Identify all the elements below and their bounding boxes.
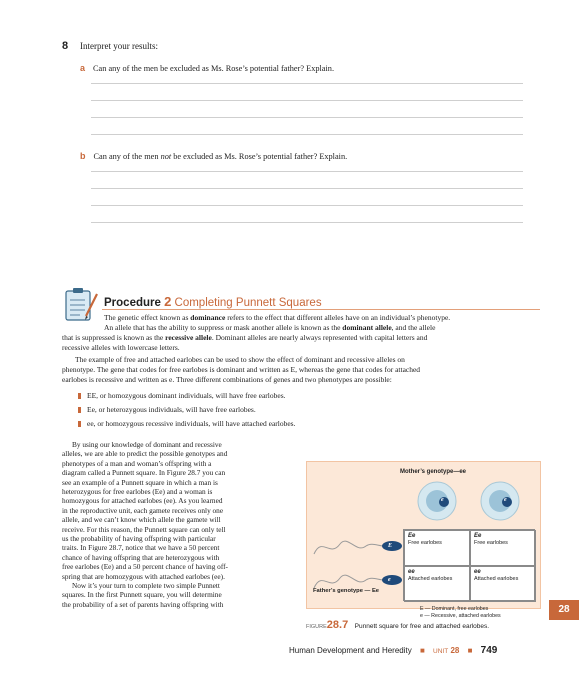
answer-line[interactable] xyxy=(91,83,523,84)
egg-cell-icon xyxy=(479,480,521,527)
procedure-body-line: diagram called a Punnett square. In Figure 28.7 you can xyxy=(62,468,226,478)
procedure-body-line: traits. In Figure 28.7, notice that we have a 50 percent xyxy=(62,543,220,553)
bullet-marker xyxy=(78,393,81,399)
egg-cell-icon xyxy=(416,480,458,527)
egg-allele-label: e xyxy=(441,497,444,503)
egg-allele-label: e xyxy=(504,497,507,503)
footer-unit-number: 28 xyxy=(450,646,460,655)
bullet-marker xyxy=(78,407,81,413)
punnett-cell: Ee Free earlobes xyxy=(470,530,536,566)
unit-side-tab: 28 xyxy=(549,600,579,620)
subquestion-b-text: Can any of the men not be excluded as Ms. Rose’s potential father? Explain. xyxy=(93,152,348,161)
procedure-para2-line: phenotype. The gene that codes for free earlobes is dominant and written as E, whereas the gene that codes for attached xyxy=(62,365,421,374)
subquestion-a-letter: a xyxy=(80,63,86,73)
subquestion-a-text: Can any of the men be excluded as Ms. Rose’s potential father? Explain. xyxy=(93,64,335,73)
question-number: 8 xyxy=(62,40,69,52)
bullet-item: EE, or homozygous dominant individuals, will have free earlobes. xyxy=(78,391,286,400)
procedure-intro-line: recessive alleles with lowercase letters. xyxy=(62,343,180,352)
procedure-para2-line: earlobes is recessive and written as e. Three different combinations of genes and two phenotypes are possible: xyxy=(62,375,392,384)
procedure-body-line: receive. For this reason, the Punnett square can only tell xyxy=(62,524,226,534)
procedure-body-line: squares. In the first Punnett square, you will determine xyxy=(62,590,222,600)
figure-caption-text: Punnett square for free and attached earlobes. xyxy=(354,623,490,630)
procedure-body-line: the probability of a set of parents having offspring with xyxy=(62,599,224,609)
heading-rule xyxy=(102,309,540,310)
procedure-body-line: in the reproductive unit, each gamete receives only one xyxy=(62,505,224,515)
procedure-body-line: chance of having offspring that are heterozygous with xyxy=(62,552,220,562)
mothers-genotype-label: Mother’s genotype—ee xyxy=(400,469,467,475)
procedure-body-line: By using our knowledge of dominant and recessive xyxy=(72,440,222,449)
sperm-allele-label: E xyxy=(388,543,393,549)
procedure-intro-line: that is suppressed is known as the recessive allele. Dominant alleles are nearly always represented with capital letters and xyxy=(62,333,428,342)
punnett-cell: ee Attached earlobes xyxy=(470,566,536,602)
procedure-body-line: Now it’s your turn to complete two simple Punnett xyxy=(72,581,220,590)
answer-line[interactable] xyxy=(91,205,523,206)
legend-recessive: e — Recessive, attached earlobes xyxy=(420,613,501,619)
punnett-cell: Ee Free earlobes xyxy=(404,530,470,566)
procedure-body-line: us the probability of having offspring with particular xyxy=(62,534,216,543)
sperm-allele-label: e xyxy=(388,577,391,583)
clipboard-icon xyxy=(62,286,100,327)
procedure-body-line: spring that are homozygous with attached earlobes (ee). xyxy=(62,571,225,581)
legend-dominant: E — Dominant, free earlobes xyxy=(420,606,489,612)
procedure-intro-line: The genetic effect known as dominance refers to the effect that different alleles have on an individual’s phenotype. xyxy=(104,313,451,322)
procedure-body-line: alleles, we are able to predict the possible genotypes and xyxy=(62,449,228,459)
procedure-body-line: free earlobes (Ee) and a 50 percent chance of having off- xyxy=(62,562,228,572)
answer-line[interactable] xyxy=(91,188,523,189)
page-number: 749 xyxy=(480,645,498,656)
procedure-title: Completing Punnett Squares xyxy=(174,297,322,309)
question-title: Interpret your results: xyxy=(80,41,158,51)
procedure-body-line: see an example of a Punnett square in which a man is xyxy=(62,477,218,487)
fathers-genotype-label: Father’s genotype — Ee xyxy=(313,588,380,594)
subquestion-b xyxy=(80,146,347,164)
answer-line[interactable] xyxy=(91,171,523,172)
procedure-heading xyxy=(104,294,322,309)
procedure-body-line: allele, and we can’t know which allele the gamete will xyxy=(62,515,221,525)
punnett-cell: ee Attached earlobes xyxy=(404,566,470,602)
figure-caption xyxy=(306,615,489,633)
procedure-para2-line: The example of free and attached earlobes can be used to show the effect of dominant and recessive alleles on xyxy=(75,355,405,364)
answer-line[interactable] xyxy=(91,117,523,118)
footer-unit-label: UNIT xyxy=(433,648,449,655)
bullet-item: Ee, or heterozygous individuals, will have free earlobes. xyxy=(78,405,256,414)
bullet-marker xyxy=(78,421,81,427)
answer-line[interactable] xyxy=(91,100,523,101)
page-footer: Human Development and Heredity ■ UNIT 28 ■ 749 xyxy=(289,645,498,656)
punnett-square xyxy=(403,529,535,601)
procedure-intro-line: An allele that has the ability to suppress or mask another allele is known as the dominant allele, and the allele xyxy=(104,323,436,332)
procedure-body-line: homozygous for attached earlobes (ee). As you learned xyxy=(62,496,223,506)
procedure-body-line: heterozygous for free earlobes (Ee) and a woman is xyxy=(62,487,213,496)
subquestion-b-letter: b xyxy=(80,151,86,161)
figure-caption-number: 28.7 xyxy=(326,619,349,631)
subquestion-a xyxy=(80,58,334,76)
procedure-body-line: phenotypes of a man and woman’s offspring with a xyxy=(62,458,212,468)
figure-caption-label: FIGURE xyxy=(306,624,327,630)
footer-section-title: Human Development and Heredity xyxy=(289,646,412,655)
procedure-number: 2 xyxy=(164,294,172,309)
answer-line[interactable] xyxy=(91,134,523,135)
bullet-item: ee, or homozygous recessive individuals, will have attached earlobes. xyxy=(78,419,295,428)
answer-line[interactable] xyxy=(91,222,523,223)
procedure-label: Procedure xyxy=(104,297,161,309)
